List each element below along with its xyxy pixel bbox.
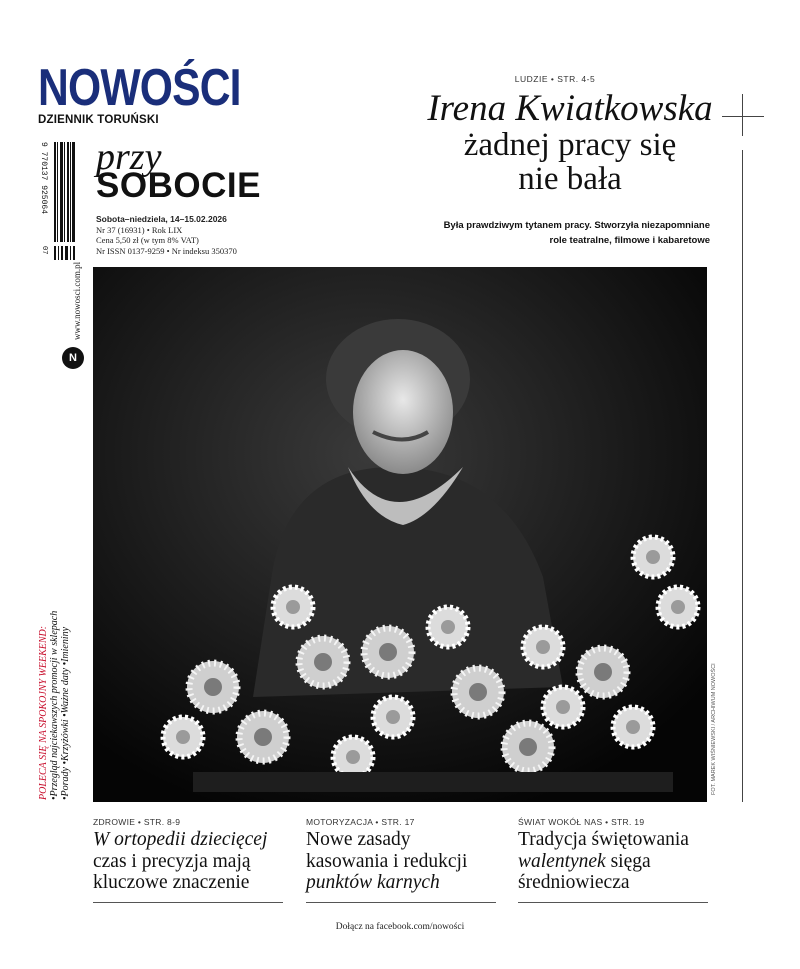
lead-headline-line1[interactable]: żadnej pracy się — [463, 127, 677, 163]
lead-name[interactable]: Irena Kwiatkowska — [427, 88, 713, 129]
promo-line1: •Przegląd najciekawszych promocji w sklepach — [49, 610, 60, 800]
teaser-rule — [518, 902, 708, 903]
teaser-line1: W ortopedii dziecięcej — [93, 829, 268, 850]
teaser-motoring[interactable] — [306, 817, 496, 903]
issue-issn: Nr ISSN 0137-9259 • Nr indeksu 350370 — [96, 245, 237, 256]
crop-mark-vertical — [742, 94, 743, 136]
footer-facebook[interactable]: Dołącz na facebook.com/nowości — [335, 922, 465, 932]
crop-mark-horizontal — [722, 116, 764, 117]
barcode-addon: 07 — [40, 246, 48, 255]
barcode-digits: 9 770137 925064 — [39, 142, 48, 215]
teaser-line2-italic: walentynek — [518, 850, 606, 872]
teaser-kicker: ZDROWIE • STR. 8-9 — [93, 817, 181, 827]
newspaper-logo[interactable]: NOWOŚCI — [38, 59, 241, 117]
supplement-title-small: przy — [96, 136, 162, 178]
issue-number: Nr 37 (16931) • Rok LIX — [96, 224, 183, 235]
lead-deck-line1: Była prawdziwym tytanem pracy. Stworzyła niezapomniane — [443, 220, 710, 231]
teaser-line1: Tradycja świętowania — [518, 829, 689, 850]
teaser-line2: kasowania i redukcji — [306, 850, 468, 872]
teaser-kicker: MOTORYZACJA • STR. 17 — [306, 817, 415, 827]
newspaper-subtitle: DZIENNIK TORUŃSKI — [38, 114, 159, 126]
page-edge-line — [742, 150, 743, 802]
teaser-line1: Nowe zasady — [306, 829, 411, 850]
teaser-rule — [306, 902, 496, 903]
teaser-line3: kluczowe znaczenie — [93, 872, 250, 893]
lead-kicker: LUDZIE • STR. 4-5 — [514, 74, 596, 84]
teaser-line3: średniowiecza — [518, 872, 630, 893]
teaser-rule — [93, 902, 283, 903]
teaser-health[interactable] — [93, 817, 283, 903]
website-url[interactable]: www.nowosci.com.pl — [72, 261, 82, 340]
teaser-world[interactable] — [518, 817, 708, 903]
supplement-title-big: SOBOCIE — [96, 166, 261, 205]
lead-photo[interactable] — [93, 267, 707, 802]
promo-line2: •Porady •Krzyżówki •Ważne daty •Imieniny — [60, 626, 71, 800]
weekend-promo — [38, 611, 71, 800]
lead-deck — [410, 218, 710, 248]
teaser-line2: czas i precyzja mają — [93, 850, 251, 872]
badge-icon: N — [62, 347, 84, 369]
promo-title: POLECA SIĘ NA SPOKOJNY WEEKEND: — [38, 625, 49, 800]
lead-deck-line2: role teatralne, filmowe i kabaretowe — [549, 235, 710, 246]
photo-credit: FOT. MAREK WIŚNIEWSKI / ARCHIWUM NOWOŚCI — [711, 663, 717, 795]
portrait-illustration — [93, 267, 707, 802]
teaser-line2-rest: sięga — [605, 850, 651, 872]
teaser-kicker: ŚWIAT WOKÓŁ NAS • STR. 19 — [518, 817, 645, 827]
issue-info — [96, 214, 237, 256]
issue-price: Cena 5,50 zł (w tym 8% VAT) — [96, 235, 199, 245]
barcode — [40, 142, 76, 260]
teaser-line2 — [518, 851, 708, 873]
lead-headline-line2[interactable]: nie bała — [518, 161, 622, 197]
teaser-line3: punktów karnych — [306, 872, 440, 893]
issue-date: Sobota–niedziela, 14–15.02.2026 — [96, 214, 227, 224]
